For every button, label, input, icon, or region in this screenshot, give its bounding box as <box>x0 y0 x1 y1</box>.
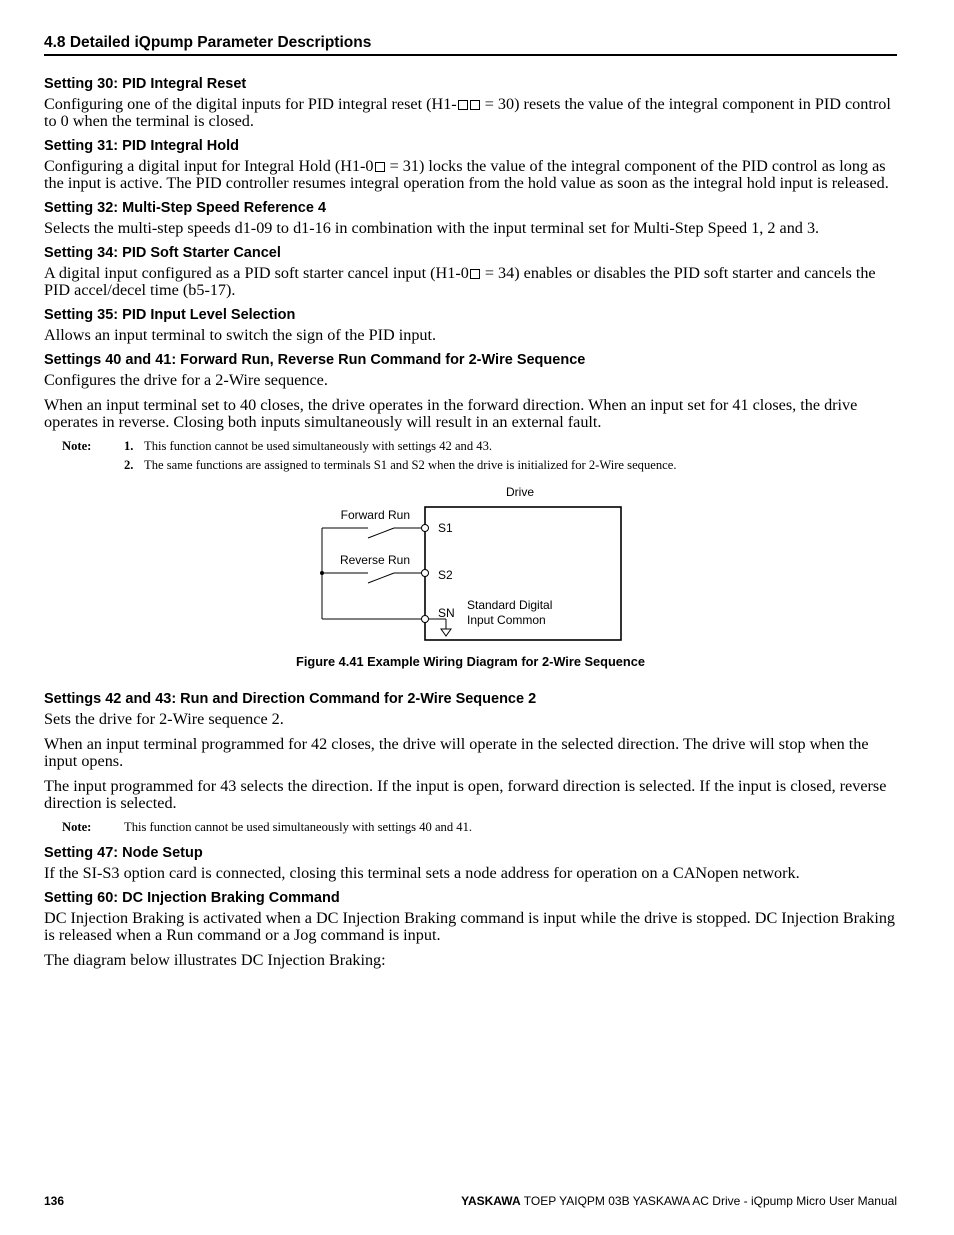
page-number: 136 <box>44 1194 65 1208</box>
heading-settings-40-41: Settings 40 and 41: Forward Run, Reverse Run Command for 2-Wire Sequence <box>44 352 586 368</box>
doc-name: TOEP YAIQPM 03B YASKAWA AC Drive - iQpump Micro User Manual <box>520 1194 897 1208</box>
paragraph: When an input terminal set to 40 closes, the drive operates in the forward direction. When an input set for 41 closes, the drive operates in reverse. Closing both inputs simultaneously will result in an external fault. <box>44 396 858 431</box>
paragraph: The diagram below illustrates DC Injection Braking: <box>44 951 386 969</box>
note-number: 2. <box>124 458 134 472</box>
brand-name: YASKAWA <box>461 1194 521 1208</box>
heading-setting-32: Setting 32: Multi-Step Speed Reference 4 <box>44 200 327 216</box>
paragraph: Configures the drive for a 2-Wire sequence. <box>44 371 328 389</box>
heading-setting-60: Setting 60: DC Injection Braking Command <box>44 890 340 906</box>
drive-label: Drive <box>505 485 535 499</box>
section-title: 4.8 Detailed iQpump Parameter Descriptions <box>44 34 372 51</box>
paragraph: Sets the drive for 2-Wire sequence 2. <box>44 710 284 728</box>
note-label: Note: <box>62 439 92 453</box>
placeholder-box-icon <box>375 162 385 172</box>
section-settings-42-43 <box>44 691 897 837</box>
section-setting-34 <box>44 245 897 299</box>
placeholder-box-icon <box>470 269 480 279</box>
section-setting-30 <box>44 76 897 130</box>
reverse-run-label: Reverse Run <box>339 553 410 567</box>
wiring-diagram-figure <box>44 483 897 669</box>
paragraph: The input programmed for 43 selects the direction. If the input is open, forward direction is selected. If the input is closed, reverse direction is selected. <box>44 777 887 812</box>
paragraph: When an input terminal programmed for 42 closes, the drive will operate in the selected direction. The drive will stop when the input opens. <box>44 735 869 770</box>
text-span: = 31) locks the value of the integral component of the PID control as long as the input is active. The PID controller resumes integral operation from the hold value as soon as the integral hold input is released. <box>44 157 889 192</box>
note-row <box>44 437 897 456</box>
section-setting-31 <box>44 138 897 192</box>
note-label-spacer <box>44 456 124 475</box>
text-span: Configuring one of the digital inputs for PID integral reset (H1- <box>44 95 457 113</box>
notes-block <box>44 437 897 475</box>
heading-setting-34: Setting 34: PID Soft Starter Cancel <box>44 245 281 261</box>
note-label: Note: <box>62 820 92 834</box>
note-text: The same functions are assigned to terminals S1 and S2 when the drive is initialized for 2-Wire sequence. <box>144 458 677 472</box>
heading-setting-31: Setting 31: PID Integral Hold <box>44 138 239 154</box>
common-label-line1: Standard Digital <box>467 598 553 612</box>
text-span: A digital input configured as a PID soft starter cancel input (H1-0 <box>44 264 469 282</box>
wiring-diagram <box>44 483 897 655</box>
note-row <box>44 818 897 837</box>
text-span: = 30) resets the value of the integral component in PID control to 0 when the terminal is closed. <box>44 95 891 130</box>
section-setting-35 <box>44 307 897 344</box>
page-footer <box>44 1194 897 1208</box>
text-span: = 34) enables or disables the PID soft starter and cancels the PID accel/decel time (b5-17). <box>44 264 876 299</box>
page-content <box>44 76 897 977</box>
footer-doc-title <box>461 1194 897 1208</box>
note-text: This function cannot be used simultaneously with settings 40 and 41. <box>124 820 473 834</box>
common-wire <box>320 528 451 636</box>
heading-setting-30: Setting 30: PID Integral Reset <box>44 76 247 92</box>
heading-setting-35: Setting 35: PID Input Level Selection <box>44 307 296 323</box>
terminal-sn-label: SN <box>438 606 455 620</box>
terminal-s2-label: S2 <box>438 568 453 582</box>
ground-symbol-icon <box>441 629 451 636</box>
paragraph <box>44 96 897 130</box>
page-header <box>44 34 897 56</box>
terminal-s1-label: S1 <box>438 521 453 535</box>
placeholder-box-icon <box>458 100 468 110</box>
forward-run-label: Forward Run <box>340 508 410 522</box>
section-setting-32 <box>44 200 897 237</box>
paragraph <box>44 158 897 192</box>
note-row <box>44 456 897 475</box>
section-setting-47 <box>44 845 897 882</box>
note-number: 1. <box>124 439 134 453</box>
paragraph: DC Injection Braking is activated when a DC Injection Braking command is input while the drive is stopped. DC Injection Braking is released when a Run command or a Jog command is input. <box>44 909 896 944</box>
paragraph: Allows an input terminal to switch the sign of the PID input. <box>44 326 437 344</box>
section-settings-40-41 <box>44 352 897 669</box>
figure-caption: Figure 4.41 Example Wiring Diagram for 2-Wire Sequence <box>296 654 645 669</box>
paragraph: If the SI-S3 option card is connected, closing this terminal sets a node address for operation on a CANopen network. <box>44 864 800 882</box>
section-setting-60 <box>44 890 897 969</box>
notes-block <box>44 818 897 837</box>
placeholder-box-icon <box>470 100 480 110</box>
paragraph: Selects the multi-step speeds d1-09 to d1-16 in combination with the input terminal set for Multi-Step Speed 1, 2 and 3. <box>44 219 820 237</box>
heading-setting-47: Setting 47: Node Setup <box>44 845 203 861</box>
heading-settings-42-43: Settings 42 and 43: Run and Direction Command for 2-Wire Sequence 2 <box>44 691 537 707</box>
forward-run-switch <box>322 525 429 539</box>
common-label-line2: Input Common <box>467 613 546 627</box>
reverse-run-switch <box>322 570 429 584</box>
paragraph <box>44 265 897 299</box>
text-span: Configuring a digital input for Integral Hold (H1-0 <box>44 157 374 175</box>
note-text: This function cannot be used simultaneously with settings 42 and 43. <box>144 439 493 453</box>
